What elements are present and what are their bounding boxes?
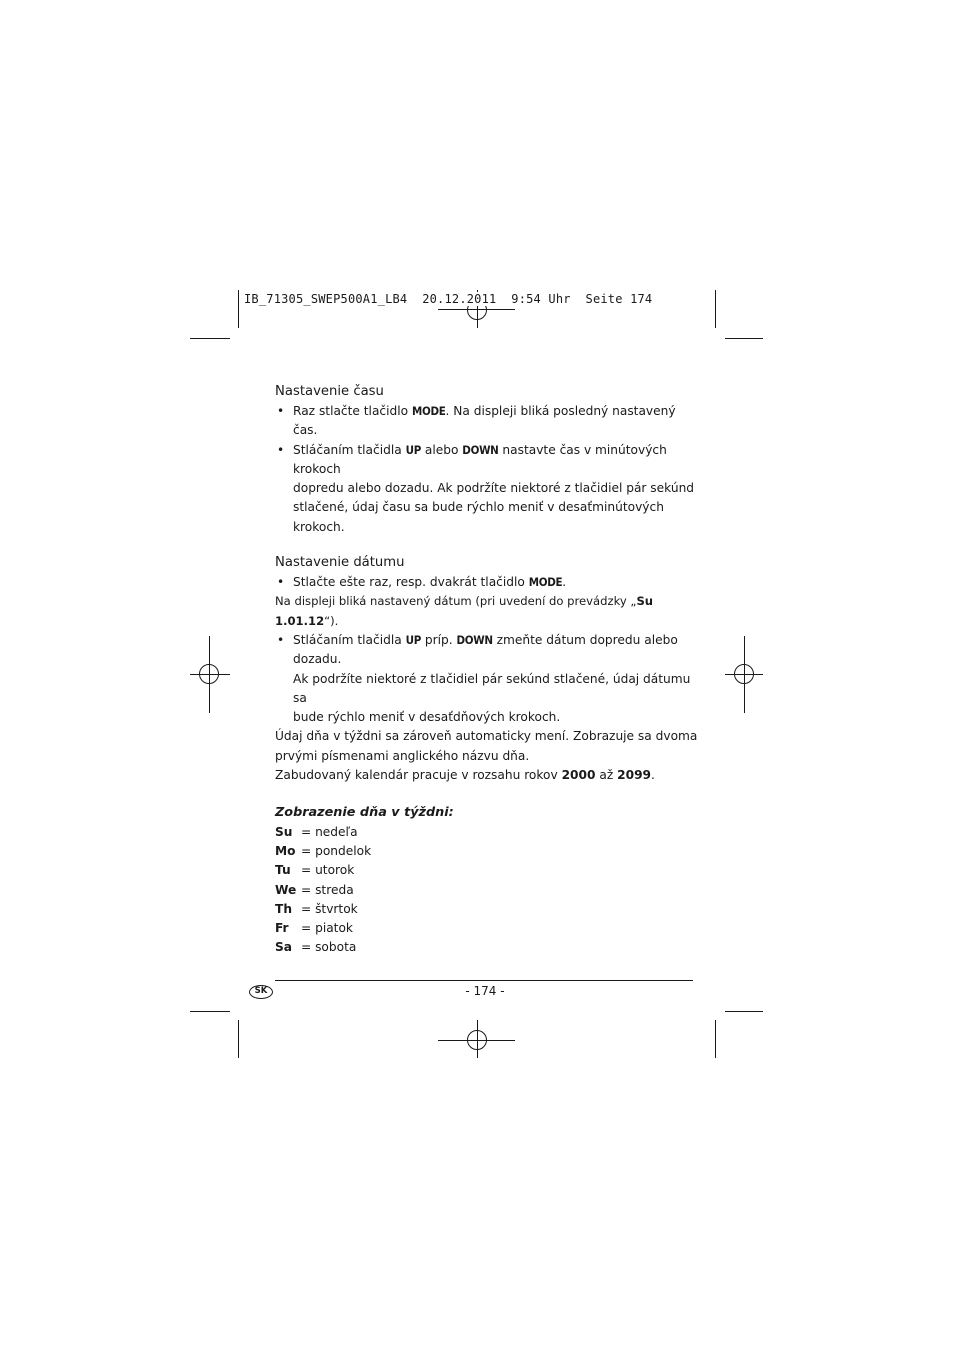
- footer-divider: [275, 980, 693, 981]
- button-name: DOWN: [456, 632, 493, 647]
- crop-mark: [238, 290, 239, 328]
- weekday-abbr: Fr: [275, 921, 289, 936]
- crop-mark: [190, 1011, 230, 1012]
- crop-mark: [725, 338, 763, 339]
- crop-mark: [190, 338, 230, 339]
- weekday-abbr: We: [275, 882, 297, 897]
- weekday-abbr: Sa: [275, 940, 293, 955]
- section-title-date: Nastavenie dátumu: [275, 555, 405, 571]
- weekday-row: [275, 938, 700, 957]
- page-content: [275, 382, 700, 958]
- weekday-name: = nedeľa: [301, 824, 358, 839]
- weekday-row: [275, 900, 700, 919]
- bullet-icon: •: [277, 575, 285, 590]
- weekday-row: [275, 842, 700, 861]
- list-item: • Stláčaním tlačidla UP príp. DOWN zmeňte dátum dopredu alebo dozadu. Ak podržíte niektoré z tlačidiel pár sekúnd stlačené, údaj dátumu sa bude rýchlo meniť v desaťdňových krokoch.: [277, 632, 691, 725]
- weekday-subtitle: Zobrazenie dňa v týždni:: [275, 805, 454, 821]
- button-name: UP: [405, 442, 421, 457]
- weekday-list: [275, 823, 700, 958]
- list-item: • Raz stlačte tlačidlo MODE. Na displeji bliká posledný nastavený čas.: [277, 404, 676, 438]
- section-title-time: Nastavenie času: [275, 384, 384, 399]
- weekday-name: = piatok: [301, 921, 353, 936]
- weekday-abbr: Su: [275, 824, 293, 839]
- calendar-range-paragraph: Zabudovaný kalendár pracuje v rozsahu rokov 2000 až 2099.: [275, 768, 655, 783]
- bullet-icon: •: [277, 632, 285, 647]
- bullet-icon: •: [277, 442, 285, 457]
- weekday-row: [275, 881, 700, 900]
- crop-mark: [725, 1011, 763, 1012]
- language-badge: SK: [249, 985, 273, 999]
- weekday-name: = streda: [301, 882, 354, 897]
- button-name: MODE: [411, 404, 446, 418]
- weekday-row: [275, 823, 700, 842]
- print-slug-line: IB_71305_SWEP500A1_LB4 20.12.2011 9:54 Uhr Seite 174: [244, 292, 653, 306]
- weekday-name: = utorok: [301, 863, 355, 878]
- bullet-icon: •: [277, 404, 285, 418]
- button-name: DOWN: [462, 442, 499, 457]
- crop-mark: [715, 1020, 716, 1058]
- weekday-row: [275, 861, 700, 880]
- button-name: MODE: [528, 575, 563, 590]
- weekday-row: [275, 919, 700, 938]
- crop-mark: [715, 290, 716, 328]
- weekday-abbr: Mo: [275, 843, 296, 858]
- weekday-name: = štvrtok: [301, 901, 358, 916]
- weekday-name: = pondelok: [301, 843, 372, 858]
- button-name: UP: [405, 632, 421, 647]
- weekday-abbr: Th: [275, 901, 292, 916]
- weekday-abbr: Tu: [275, 863, 291, 878]
- display-note: Na displeji bliká nastavený dátum (pri uvedení do prevádzky „Su 1.01.12“).: [275, 594, 654, 628]
- display-value: Su 1.01.12: [275, 594, 654, 628]
- list-item: • Stláčaním tlačidla UP alebo DOWN nastavte čas v minútových krokoch dopredu alebo dozadu. Ak podržíte niektoré z tlačidiel pár sekúnd stlačené, údaj času sa bude rýchlo meniť v desaťminútových krokoch.: [277, 442, 695, 534]
- list-item: • Stlačte ešte raz, resp. dvakrát tlačidlo MODE.: [275, 573, 700, 592]
- year-value: 2000: [561, 768, 596, 783]
- page-number: - 174 -: [465, 984, 505, 998]
- crop-mark: [238, 1020, 239, 1058]
- weekday-info-paragraph: Údaj dňa v týždni sa zároveň automaticky mení. Zobrazuje sa dvoma prvými písmenami anglického názvu dňa.: [275, 729, 698, 763]
- year-value: 2099: [617, 768, 652, 783]
- weekday-name: = sobota: [301, 940, 357, 955]
